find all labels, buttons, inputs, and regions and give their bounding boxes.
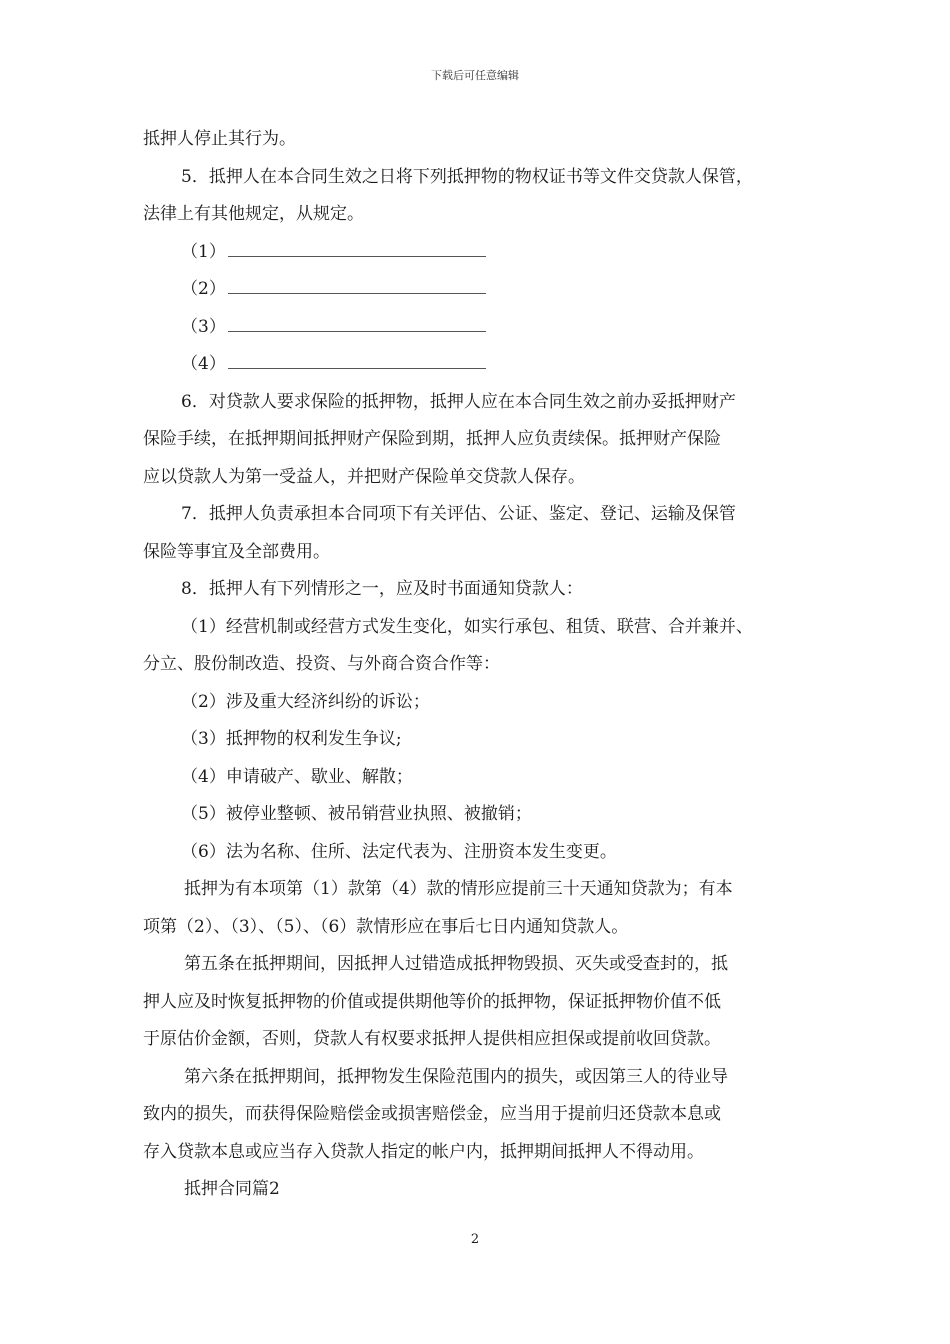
text-line: 保险手续，在抵押期间抵押财产保险到期，抵押人应负责续保。抵押财产保险 [143,429,721,449]
clause-5-line: 5．抵押人在本合同生效之日将下列抵押物的物权证书等文件交贷款人保管， [181,166,753,187]
sub-item-line: （5）被停业整顿、被吊销营业执照、被撤销； [181,804,532,824]
blank-item-label: （4） [181,354,226,374]
sub-item-line: （6）法为名称、住所、法定代表为、注册资本发生变更。 [181,841,617,862]
blank-item-3 [143,309,815,347]
blank-item-label: （2） [181,279,226,299]
text-line: 于原估价金额，否则，贷款人有权要求抵押人提供相应担保或提前收回贷款。 [143,1029,721,1049]
blank-item-4 [143,346,815,384]
document-body [143,121,815,1209]
text-line: 保险等事宜及全部费用。 [143,541,330,562]
section-heading: 抵押合同篇2 [184,1179,280,1199]
text-line: 抵押人停止其行为。 [143,129,296,149]
article-5-line: 第五条在抵押期间，因抵押人过错造成抵押物毁损、灭失或受查封的，抵 [184,954,728,974]
clause-7-line: 7．抵押人负责承担本合同项下有关评估、公证、鉴定、登记、运输及保管 [181,504,736,524]
blank-item-label: （3） [181,316,226,337]
text-line: 存入贷款本息或应当存入贷款人指定的帐户内，抵押期间抵押人不得动用。 [143,1141,704,1162]
paragraph-line: 抵押为有本项第（1）款第（4）款的情形应提前三十天通知贷款为；有本 [184,879,733,899]
text-line: 项第（2）、（3）、（5）、（6）款情形应在事后七日内通知贷款人。 [143,916,629,937]
blank-item-2 [143,271,815,309]
sub-item-line: （3）抵押物的权利发生争议; [181,729,402,749]
clause-8-line: 8．抵押人有下列情形之一，应及时书面通知贷款人： [181,579,583,599]
sub-item-line: （4）申请破产、歇业、解散； [181,766,413,787]
clause-6-line: 6．对贷款人要求保险的抵押物，抵押人应在本合同生效之前办妥抵押财产 [181,391,736,412]
sub-item-line: （2）涉及重大经济纠纷的诉讼； [181,691,430,712]
article-6-line: 第六条在抵押期间，抵押物发生保险范围内的损失，或因第三人的待业导 [184,1066,728,1087]
text-line: 应以贷款人为第一受益人，并把财产保险单交贷款人保存。 [143,466,585,487]
text-line: 致内的损失，而获得保险赔偿金或损害赔偿金，应当用于提前归还贷款本息或 [143,1104,721,1124]
page-header-note: 下载后可任意编辑 [431,69,519,82]
page-number: 2 [470,1232,480,1247]
text-line: 押人应及时恢复抵押物的价值或提供期他等价的抵押物，保证抵押物价值不低 [143,991,721,1012]
text-line: 法律上有其他规定，从规定。 [143,204,364,224]
sub-item-line: （1）经营机制或经营方式发生变化，如实行承包、租赁、联营、合并兼并、 [181,616,753,637]
text-line: 分立、股份制改造、投资、与外商合资合作等： [143,654,500,674]
fill-in-blank [228,234,486,257]
blank-item-1 [143,234,815,272]
blank-item-label: （1） [181,241,226,262]
fill-in-blank [228,309,486,332]
fill-in-blank [228,346,486,369]
fill-in-blank [228,271,486,294]
